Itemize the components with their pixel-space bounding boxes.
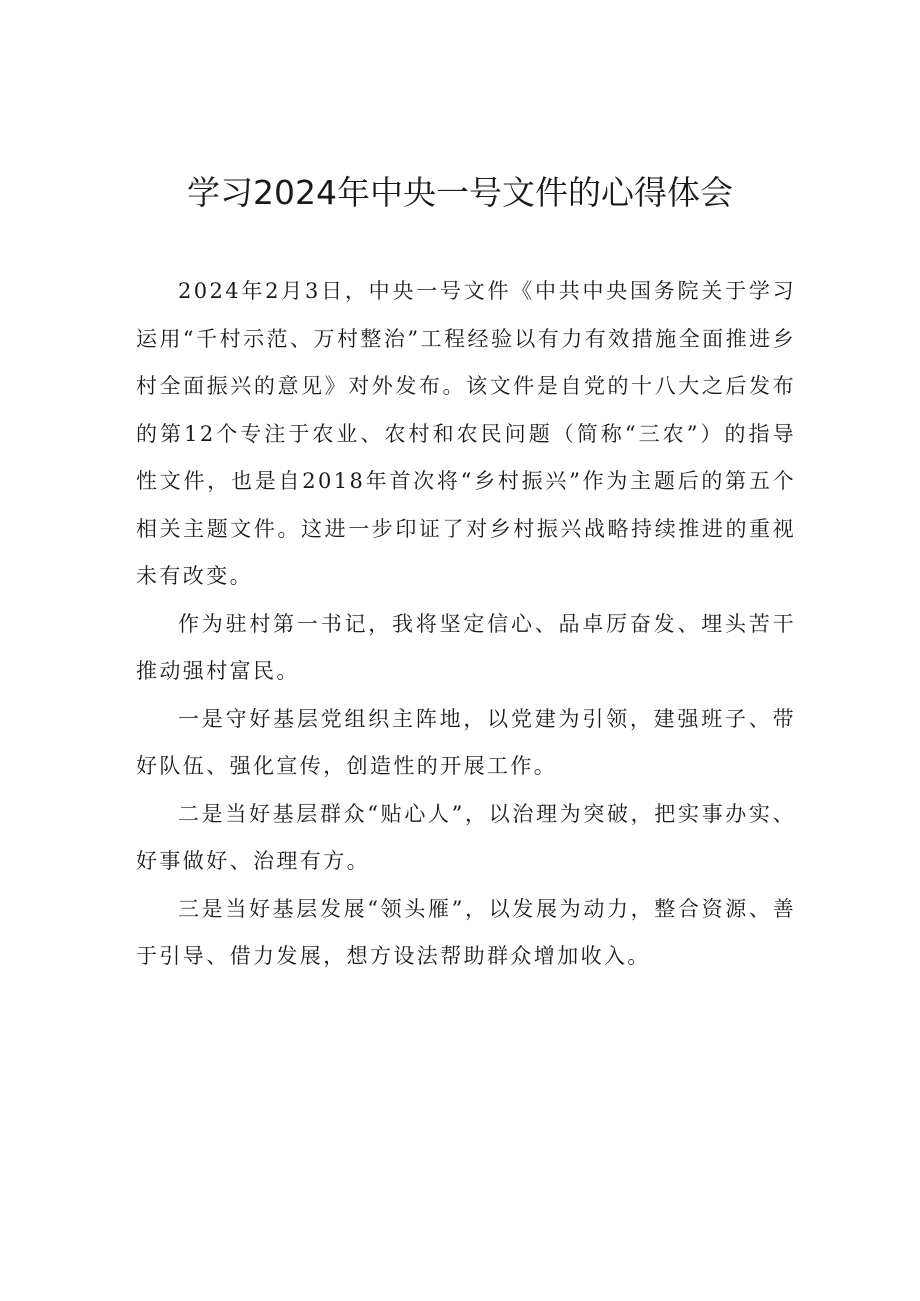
paragraph-intro: 2024年2月3日，中央一号文件《中共中央国务院关于学习运用“千村示范、万村整治”工程经验以有力有效措施全面推进乡村全面振兴的意见》对外发布。该文件是自党的十八大之后发布的第12个专注于农业、农村和农民问题（简称“三农”）的指导性文件，也是自2018年首次将“乡村振兴”作为主题后的第五个相关主题文件。这进一步印证了对乡村振兴战略持续推进的重视未有改变。 bbox=[136, 279, 796, 588]
paragraph-point-one: 一是守好基层党组织主阵地，以党建为引领，建强班子、带好队伍、强化宣传，创造性的开展工作。 bbox=[136, 706, 796, 778]
document-title: 学习2024年中央一号文件的心得体会 bbox=[187, 173, 733, 212]
paragraph-point-two: 二是当好基层群众“贴心人”，以治理为突破，把实事办实、好事做好、治理有方。 bbox=[136, 801, 796, 873]
document-body bbox=[136, 268, 796, 981]
paragraph-point-three: 三是当好基层发展“领头雁”，以发展为动力，整合资源、善于引导、借力发展，想方设法帮助群众增加收入。 bbox=[136, 896, 796, 968]
paragraph-commitment: 作为驻村第一书记，我将坚定信心、品卓厉奋发、埋头苦干推动强村富民。 bbox=[136, 611, 796, 683]
